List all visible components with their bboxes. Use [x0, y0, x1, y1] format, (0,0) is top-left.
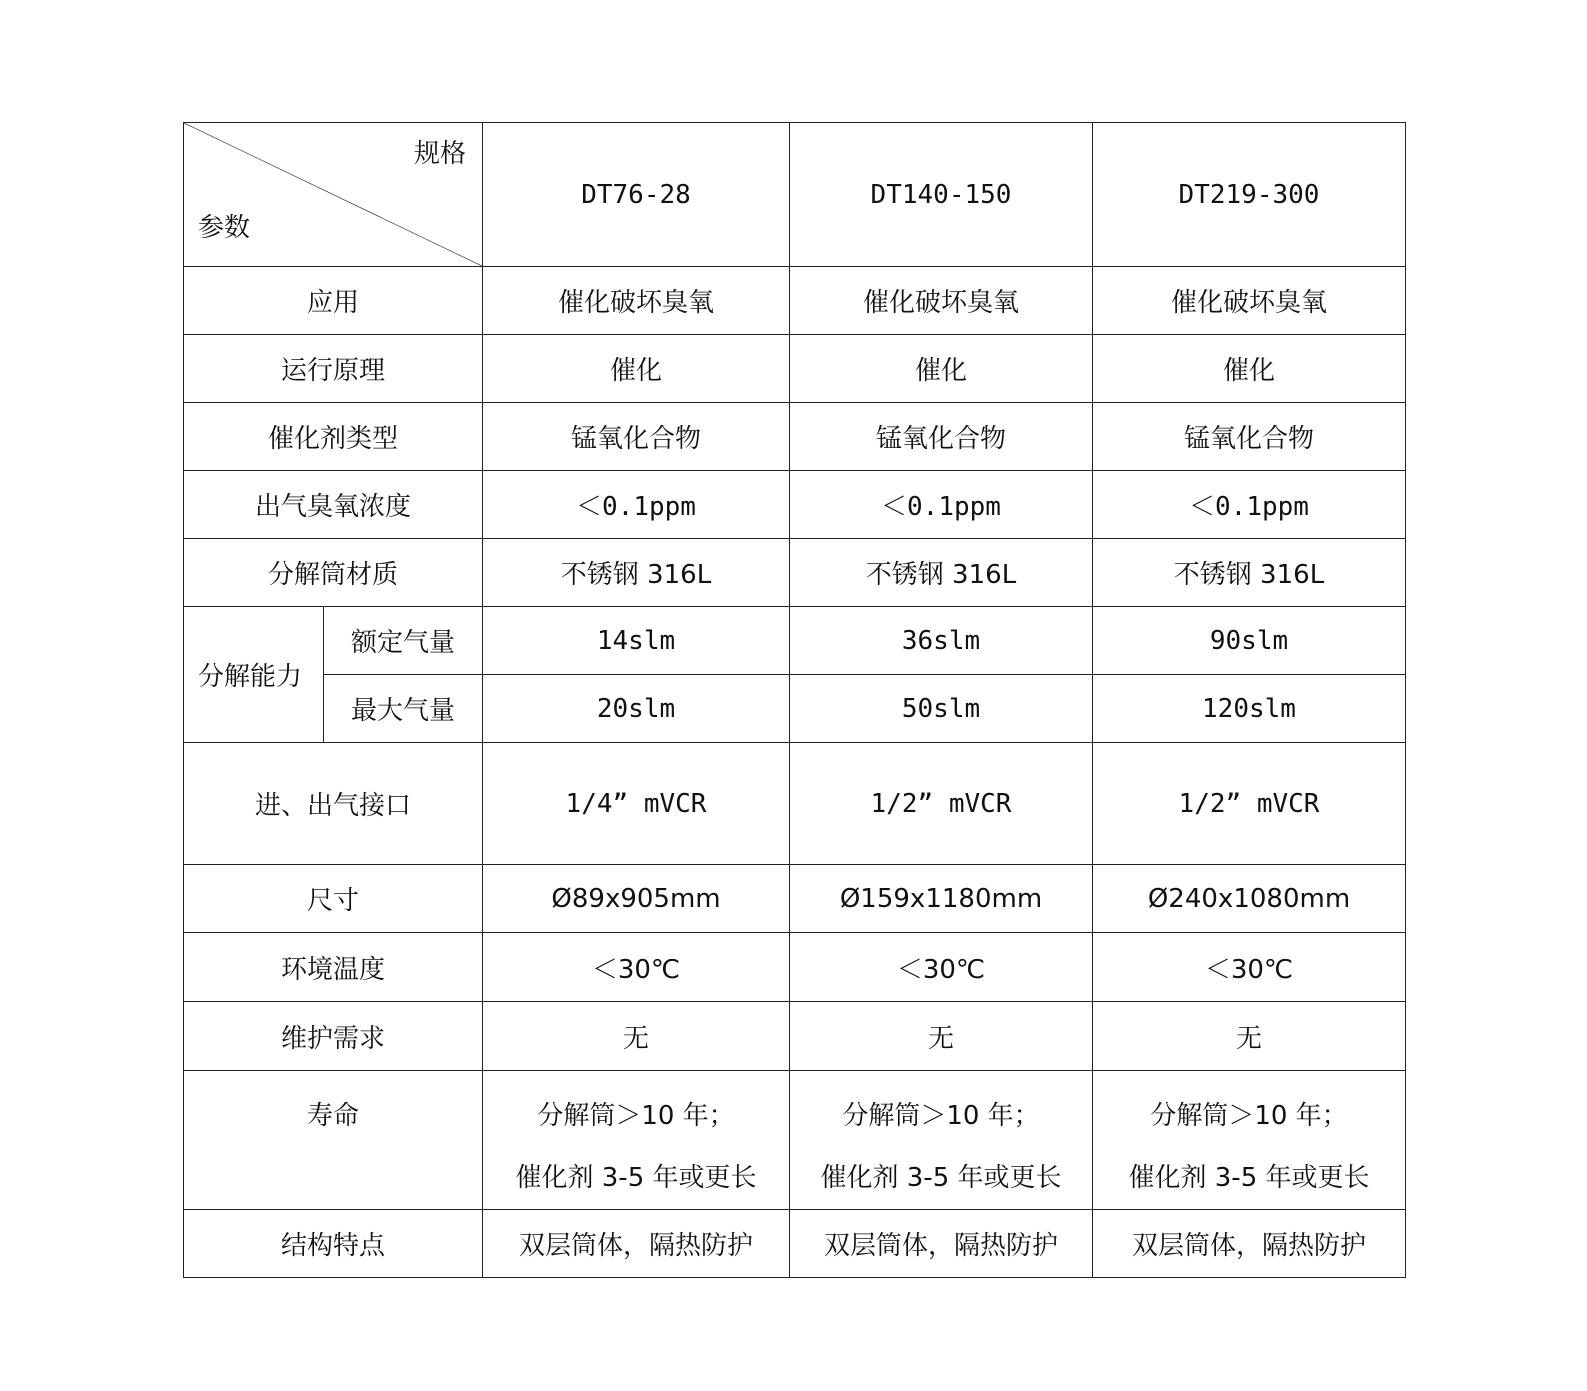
diagonal-header-cell [184, 123, 483, 267]
model-header-3: DT219-300 [1093, 123, 1406, 267]
cell-value: 催化 [483, 335, 790, 403]
lifetime-line-1: 分解筒＞10 年； [1150, 1101, 1348, 1131]
cell-value: 锰氧化合物 [1093, 403, 1406, 471]
cell-value: ＜30℃ [790, 933, 1093, 1002]
cell-value: 不锈钢 316L [790, 539, 1093, 607]
cell-value: 锰氧化合物 [790, 403, 1093, 471]
param-label: 参数 [198, 213, 251, 243]
cell-value: 1/2” mVCR [790, 743, 1093, 865]
lifetime-line-2: 催化剂 3-5 年或更长 [1128, 1163, 1370, 1193]
row-label: 运行原理 [184, 335, 483, 403]
row-material [184, 539, 1406, 607]
cell-value: 催化破坏臭氧 [1093, 267, 1406, 335]
cell-value: 1/4” mVCR [483, 743, 790, 865]
header-row [184, 123, 1406, 267]
cell-value: ＜30℃ [1093, 933, 1406, 1002]
capacity-group-label: 分解能力 [184, 607, 324, 743]
row-label: 环境温度 [184, 933, 483, 1002]
row-label: 应用 [184, 267, 483, 335]
lifetime-cell [1093, 1071, 1406, 1210]
cell-value: 锰氧化合物 [483, 403, 790, 471]
lifetime-line-2: 催化剂 3-5 年或更长 [515, 1163, 757, 1193]
model-header-1: DT76-28 [483, 123, 790, 267]
cell-value: 双层筒体，隔热防护 [483, 1210, 790, 1278]
cell-value: ＜0.1ppm [1093, 471, 1406, 539]
row-label: 维护需求 [184, 1002, 483, 1071]
cell-value: 催化 [790, 335, 1093, 403]
row-label: 催化剂类型 [184, 403, 483, 471]
cell-value: 14slm [483, 607, 790, 675]
row-application [184, 267, 1406, 335]
row-label: 尺寸 [184, 865, 483, 933]
lifetime-label: 寿命 [306, 1101, 359, 1131]
model-header-2: DT140-150 [790, 123, 1093, 267]
row-lifetime [184, 1071, 1406, 1210]
cell-value: 双层筒体，隔热防护 [1093, 1210, 1406, 1278]
row-catalyst [184, 403, 1406, 471]
cell-value: 50slm [790, 675, 1093, 743]
cell-value: 催化破坏臭氧 [483, 267, 790, 335]
cell-value: 催化破坏臭氧 [790, 267, 1093, 335]
cell-value: 双层筒体，隔热防护 [790, 1210, 1093, 1278]
row-sublabel: 最大气量 [324, 675, 483, 743]
row-label: 出气臭氧浓度 [184, 471, 483, 539]
cell-value: ＜0.1ppm [790, 471, 1093, 539]
row-capacity-rated [184, 607, 1406, 675]
lifetime-cell [790, 1071, 1093, 1210]
row-structure [184, 1210, 1406, 1278]
cell-value: 20slm [483, 675, 790, 743]
lifetime-line-1: 分解筒＞10 年； [537, 1101, 735, 1131]
cell-value: 催化 [1093, 335, 1406, 403]
row-label: 分解筒材质 [184, 539, 483, 607]
lifetime-line-1: 分解筒＞10 年； [842, 1101, 1040, 1131]
row-outlet-ozone [184, 471, 1406, 539]
row-size [184, 865, 1406, 933]
lifetime-line-2: 催化剂 3-5 年或更长 [820, 1163, 1062, 1193]
spec-label: 规格 [413, 139, 466, 169]
lifetime-cell [483, 1071, 790, 1210]
cell-value: 无 [483, 1002, 790, 1071]
row-sublabel: 额定气量 [324, 607, 483, 675]
cell-value: 不锈钢 316L [483, 539, 790, 607]
row-capacity-max [184, 675, 1406, 743]
cell-value: ＜0.1ppm [483, 471, 790, 539]
row-ambient [184, 933, 1406, 1002]
cell-value: 90slm [1093, 607, 1406, 675]
cell-value: Ø89x905mm [483, 865, 790, 933]
cell-value: 36slm [790, 607, 1093, 675]
cell-value: 120slm [1093, 675, 1406, 743]
row-label: 进、出气接口 [184, 743, 483, 865]
cell-value: Ø240x1080mm [1093, 865, 1406, 933]
cell-value: 不锈钢 316L [1093, 539, 1406, 607]
row-principle [184, 335, 1406, 403]
cell-value: ＜30℃ [483, 933, 790, 1002]
row-ports [184, 743, 1406, 865]
cell-value: Ø159x1180mm [790, 865, 1093, 933]
cell-value: 无 [790, 1002, 1093, 1071]
cell-value: 无 [1093, 1002, 1406, 1071]
cell-value: 1/2” mVCR [1093, 743, 1406, 865]
row-label [184, 1071, 483, 1210]
row-maintenance [184, 1002, 1406, 1071]
row-label: 结构特点 [184, 1210, 483, 1278]
spec-table [183, 122, 1406, 1278]
